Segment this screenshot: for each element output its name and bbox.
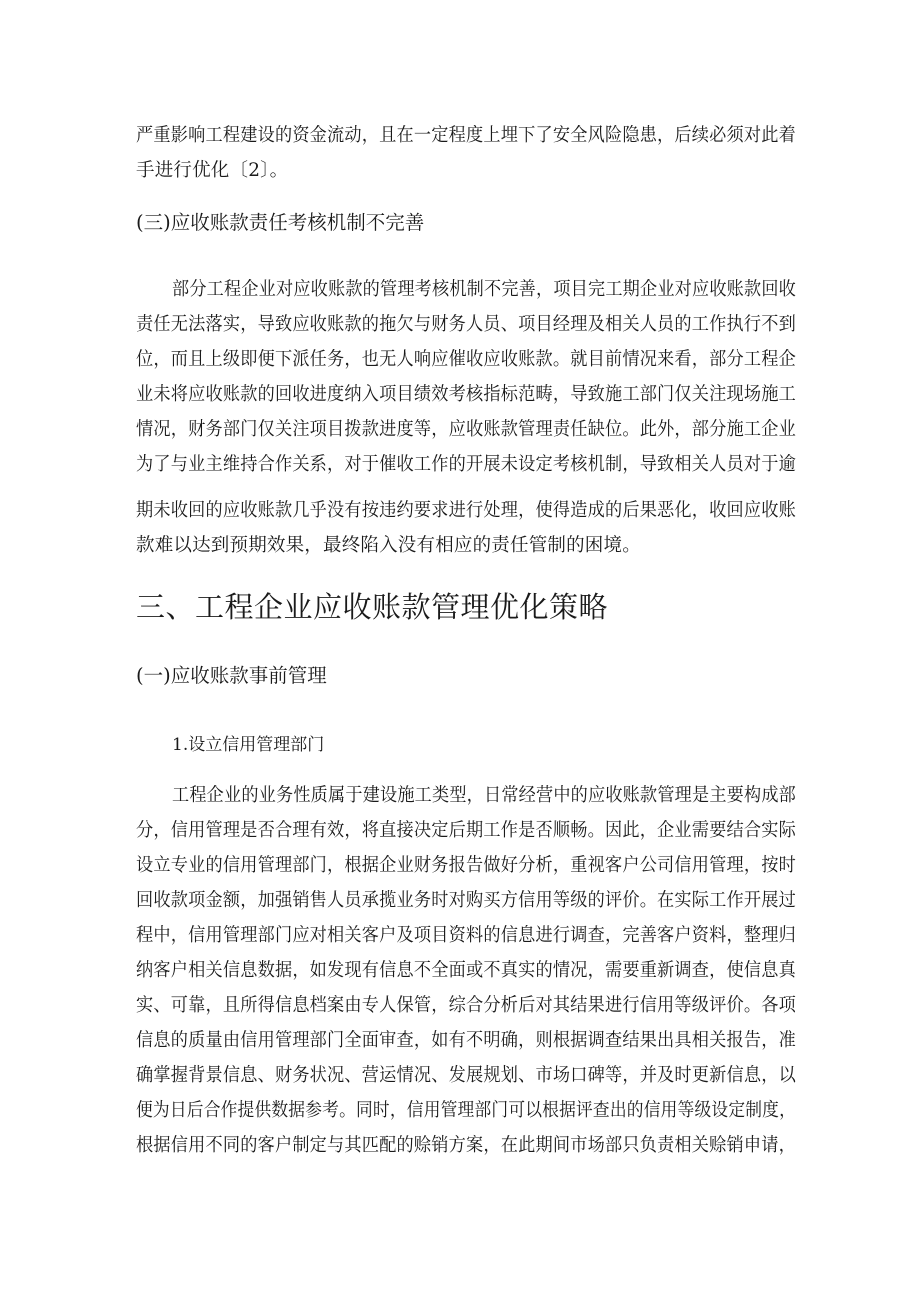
paragraph-line: 确掌握背景信息、财务状况、营运情况、发展规划、市场口碑等，并及时更新信息，以 [136,1065,797,1086]
paragraph-line: 回收款项金额，加强销售人员承揽业务时对购买方信用等级的评价。在实际工作开展过 [136,890,797,911]
paragraph-line: 业未将应收账款的回收进度纳入项目绩效考核指标范畴，导致施工部门仅关注现场施工 [136,384,797,405]
paragraph-line: 位，而且上级即便下派任务，也无人响应催收应收账款。就目前情况来看，部分工程企 [136,349,797,370]
chapter-heading: 三、工程企业应收账款管理优化策略 [136,590,609,624]
paragraph-line: 严重影响工程建设的资金流动，且在一定程度上埋下了安全风险隐患，后续必须对此着 [136,125,797,146]
paragraph-line: 纳客户相关信息数据，如发现有信息不全面或不真实的情况，需要重新调查，使信息真 [136,960,797,981]
paragraph-line: 根据信用不同的客户制定与其匹配的赊销方案，在此期间市场部只负责相关赊销申请， [136,1135,797,1156]
paragraph-line: 情况，财务部门仅关注项目拨款进度等，应收账款管理责任缺位。此外，部分施工企业 [136,419,797,440]
section-heading: (三)应收账款责任考核机制不完善 [136,211,425,234]
paragraph-line: 设立专业的信用管理部门，根据企业财务报告做好分析，重视客户公司信用管理，按时 [136,855,797,876]
paragraph-line: 分，信用管理是否合理有效，将直接决定后期工作是否顺畅。因此，企业需要结合实际 [136,820,797,841]
paragraph-line: 程中，信用管理部门应对相关客户及项目资料的信息进行调查，完善客户资料，整理归 [136,925,797,946]
paragraph-line: 期未收回的应收账款几乎没有按违约要求进行处理，使得造成的后果恶化，收回应收账 [136,500,797,521]
subsection-heading: (一)应收账款事前管理 [136,664,327,687]
paragraph-line: 手进行优化〔2〕。 [136,160,289,181]
paragraph-line: 责任无法落实，导致应收账款的拖欠与财务人员、项目经理及相关人员的工作执行不到 [136,314,797,335]
paragraph-line: 款难以达到预期效果，最终陷入没有相应的责任管制的困境。 [136,535,641,556]
paragraph-line: 为了与业主维持合作关系，对于催收工作的开展未设定考核机制，导致相关人员对于逾 [136,454,797,475]
paragraph-line: 工程企业的业务性质属于建设施工类型，日常经营中的应收账款管理是主要构成部 [172,785,797,806]
paragraph-line: 便为日后合作提供数据参考。同时，信用管理部门可以根据评查出的信用等级设定制度， [136,1100,797,1121]
paragraph-line: 部分工程企业对应收账款的管理考核机制不完善，项目完工期企业对应收账款回收 [172,279,797,300]
item-heading: 1.设立信用管理部门 [172,735,325,755]
paragraph-line: 信息的质量由信用管理部门全面审查，如有不明确，则根据调查结果出具相关报告，准 [136,1030,797,1051]
paragraph-line: 实、可靠，且所得信息档案由专人保管，综合分析后对其结果进行信用等级评价。各项 [136,995,797,1016]
